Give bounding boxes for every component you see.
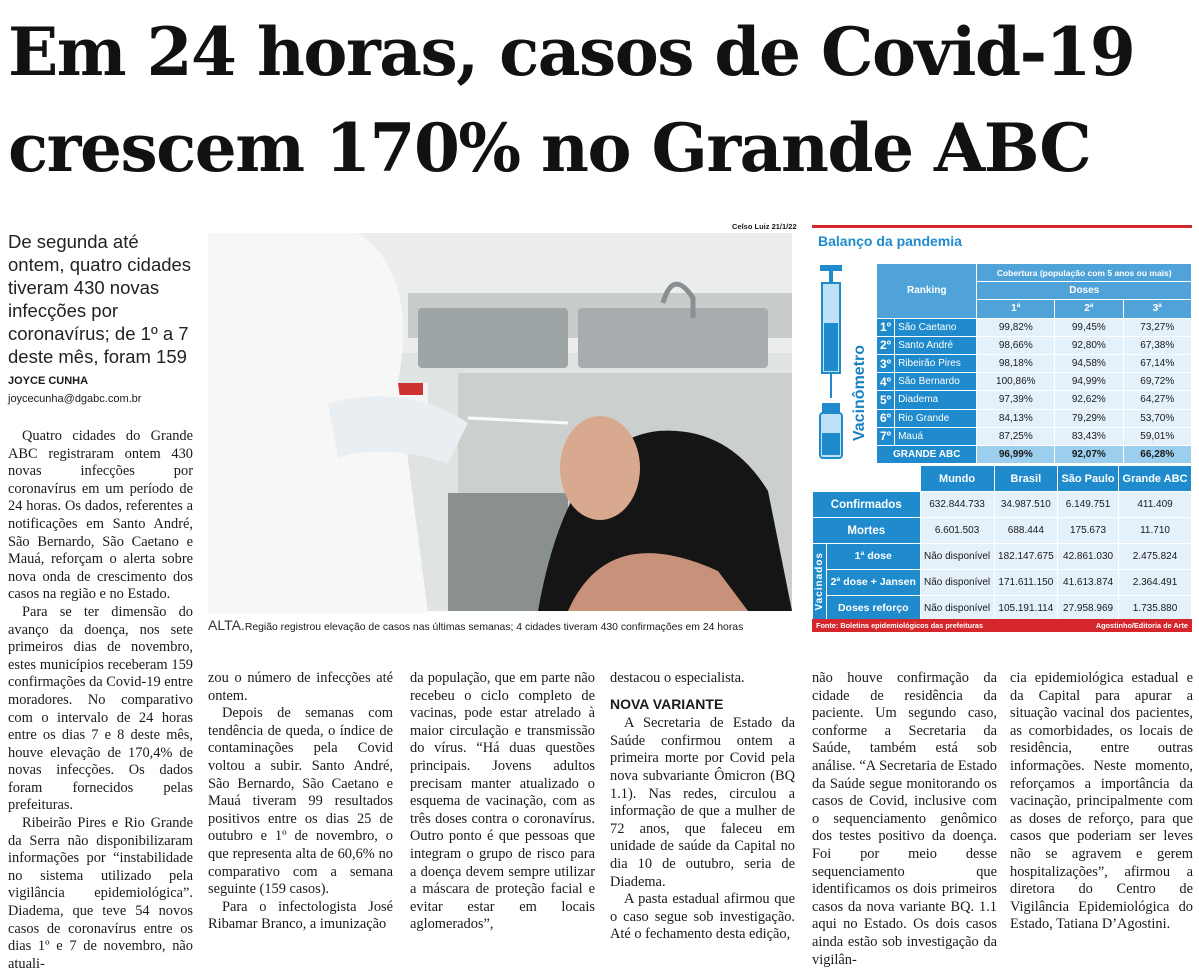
rank-position: 3º <box>877 354 895 372</box>
stats-value: 6.149.751 <box>1058 492 1119 518</box>
rank-dose-1: 84,13% <box>977 409 1055 427</box>
dose-col-2: 2ª <box>1055 300 1123 318</box>
rank-city: São Caetano <box>895 318 977 336</box>
vaccinated-value: 42.861.030 <box>1058 544 1119 570</box>
vaccinated-row <box>813 570 1192 596</box>
paragraph: cia epidemiológica estadual e da Capital para apurar a situação vacinal dos pacientes, as comorbidades, os locais de residência, entre outras informações. Neste momento, reforçamos a importância da vacinação, principalmente com as doses de reforço, para que casos que poderiam ser leves não se agravem e gerem hospitalizações”, afirmou a diretora do Centro de Vigilância Epidemiológica do Estado, Tatiana D’Agostini. <box>1010 670 1193 933</box>
vaccinated-row <box>813 544 1192 570</box>
vaccinated-row <box>813 596 1192 622</box>
rank-dose-1: 97,39% <box>977 391 1055 409</box>
rank-dose-3: 73,27% <box>1123 318 1191 336</box>
rank-dose-3: 69,72% <box>1123 373 1191 391</box>
rank-dose-1: 98,18% <box>977 354 1055 372</box>
vaccinated-value: Não disponível <box>920 570 994 596</box>
rank-dose-3: 64,27% <box>1123 391 1191 409</box>
vaccinated-value: 1.735.880 <box>1119 596 1192 622</box>
paragraph: não houve confirmação da cidade de residência da paciente. Um segundo caso, conforme a Secretaria da Saúde, também está sob análise. “A Secretaria de Estado da Saúde segue monitorando os casos de Covid, inclusive com o sequenciamento genômico dos testes positivo da doença. Foi por meio desse sequenciamento que identificamos os dois primeiros casos da nova variante BQ. 1.1 aqui no Estado. Os dois casos ainda estão sob investigação da vigilân- <box>812 670 997 968</box>
rank-dose-1: 99,82% <box>977 318 1055 336</box>
rank-dose-3: 67,38% <box>1123 336 1191 354</box>
total-label: GRANDE ABC <box>877 445 977 463</box>
rank-dose-3: 53,70% <box>1123 409 1191 427</box>
vaccinated-value: 105.191.114 <box>994 596 1057 622</box>
stats-value: 411.409 <box>1119 492 1192 518</box>
news-photo <box>208 233 792 611</box>
col-brasil: Brasil <box>994 466 1057 492</box>
paragraph: zou o número de infecções até ontem. <box>208 670 393 704</box>
rank-city: Santo André <box>895 336 977 354</box>
ranking-header: Ranking <box>877 264 977 319</box>
byline-email[interactable]: joycecunha@dgabc.com.br <box>8 393 142 405</box>
vaccinated-row-label: 1ª dose <box>827 544 921 570</box>
ranking-row <box>877 318 1192 336</box>
pandemic-stats-table <box>812 465 1192 622</box>
ranking-row <box>877 409 1192 427</box>
rank-city: São Bernardo <box>895 373 977 391</box>
doses-header: Doses <box>977 282 1192 300</box>
deck: De segunda até ontem, quatro cidades tiveram 430 novas infecções por coronavírus; de 1º a 7 deste mês, foram 159 <box>8 231 192 367</box>
rank-city: Rio Grande <box>895 409 977 427</box>
headline-line-1: Em 24 horas, casos de Covid-19 <box>8 13 1135 91</box>
paragraph: Para o infectologista José Ribamar Branco, a imunização <box>208 898 393 933</box>
stats-value: 6.601.503 <box>920 518 994 544</box>
art-credit: Agostinho/Editoria de Arte <box>1095 621 1188 630</box>
infobox-title: Balanço da pandemia <box>818 233 962 249</box>
rank-position: 5º <box>877 391 895 409</box>
rank-dose-2: 92,80% <box>1055 336 1123 354</box>
vaccine-ranking-table <box>876 263 1192 464</box>
vaccinated-value: 2.364.491 <box>1119 570 1192 596</box>
byline-author: JOYCE CUNHA <box>8 375 89 387</box>
dose-col-1: 1ª <box>977 300 1055 318</box>
ranking-row <box>877 373 1192 391</box>
col-grande-abc: Grande ABC <box>1119 466 1192 492</box>
rank-dose-1: 100,86% <box>977 373 1055 391</box>
rank-position: 6º <box>877 409 895 427</box>
rank-dose-2: 99,45% <box>1055 318 1123 336</box>
stats-value: 175.673 <box>1058 518 1119 544</box>
total-d2: 92,07% <box>1055 445 1123 463</box>
rank-position: 4º <box>877 373 895 391</box>
vaccinated-value: 2.475.824 <box>1119 544 1192 570</box>
stats-row <box>813 518 1192 544</box>
rank-city: Ribeirão Pires <box>895 354 977 372</box>
rank-dose-2: 92,62% <box>1055 391 1123 409</box>
ranking-row <box>877 354 1192 372</box>
stats-value: 632.844.733 <box>920 492 994 518</box>
article-column-5 <box>812 670 997 969</box>
stats-row-label: Confirmados <box>813 492 921 518</box>
rank-dose-2: 79,29% <box>1055 409 1123 427</box>
article-column-6 <box>1010 670 1193 934</box>
rank-position: 7º <box>877 427 895 445</box>
rank-dose-3: 67,14% <box>1123 354 1191 372</box>
article-column-1 <box>8 428 193 973</box>
infobox-footer <box>812 619 1192 632</box>
total-d3: 66,28% <box>1123 445 1191 463</box>
rank-city: Diadema <box>895 391 977 409</box>
headline-line-2: crescem 170% no Grande ABC <box>8 109 1091 187</box>
vaccinated-value: 27.958.969 <box>1058 596 1119 622</box>
stats-value: 11.710 <box>1119 518 1192 544</box>
vacinados-text: Vacinados <box>814 551 825 611</box>
paragraph: A Secretaria de Estado da Saúde confirmou ontem a primeira morte por Covid pela nova subvariante Ômicron (BQ 1.1). Nas redes, circulou a informação de que a mulher de 72 anos, que faleceu em unidade de saúde da Capital no dia 10 de outubro, seria de Diadema. <box>610 715 795 890</box>
syringe-icon <box>816 263 850 463</box>
total-row <box>877 445 1192 463</box>
photo-credit: Celso Luiz 21/1/22 <box>732 222 797 231</box>
article-column-4 <box>610 670 795 944</box>
photo-caption <box>208 617 798 633</box>
paragraph: A pasta estadual afirmou que o caso segue sob investigação. Até o fechamento desta edição, <box>610 891 795 943</box>
rank-dose-3: 59,01% <box>1123 427 1191 445</box>
infobox-top-rule <box>812 225 1192 228</box>
paragraph: Para se ter dimensão do avanço da doença, nos sete primeiros dias de novembro, estes municípios receberam 159 confirmações da Covid-19 entre moradores. No comparativo com o intervalo de 24 horas entre os dias 7 e 8 deste mês, houve elevação de 170,4% de novas infecções. Os dados foram fornecidos pelas prefeituras. <box>8 603 194 814</box>
vaccinated-value: 182.147.675 <box>994 544 1057 570</box>
headline <box>8 4 1193 196</box>
dose-col-3: 3ª <box>1123 300 1191 318</box>
rank-position: 1º <box>877 318 895 336</box>
vaccinated-row-label: 2ª dose + Jansen <box>827 570 921 596</box>
ranking-row <box>877 336 1192 354</box>
coverage-header: Cobertura (população com 5 anos ou mais) <box>977 264 1192 282</box>
rank-dose-1: 98,66% <box>977 336 1055 354</box>
caption-text: Região registrou elevação de casos nas últimas semanas; 4 cidades tiveram 430 confirmações em 24 horas <box>244 622 744 633</box>
paragraph: Ribeirão Pires e Rio Grande da Serra não disponibilizaram informações por “instabilidade no sistema utilizado pela vigilância epidemiológica”. Diadema, que teve 54 novos casos de coronavírus entre os dias 1º e 7 de novembro, não atuali- <box>8 815 193 972</box>
article-column-2 <box>208 670 393 934</box>
article-column-3 <box>410 670 595 934</box>
paragraph: destacou o especialista. <box>610 670 745 686</box>
rank-dose-2: 83,43% <box>1055 427 1123 445</box>
stats-value: 688.444 <box>994 518 1057 544</box>
ranking-row <box>877 427 1192 445</box>
vaccinated-value: 171.611.150 <box>994 570 1057 596</box>
col-mundo: Mundo <box>920 466 994 492</box>
rank-dose-2: 94,99% <box>1055 373 1123 391</box>
vaccinated-row-label: Doses reforço <box>827 596 921 622</box>
total-d1: 96,99% <box>977 445 1055 463</box>
stats-value: 34.987.510 <box>994 492 1057 518</box>
source-note: Fonte: Boletins epidemiológicos das prefeituras <box>816 621 984 630</box>
vacinometro-label: Vacinômetro <box>851 344 868 442</box>
vaccinated-value: Não disponível <box>920 596 994 622</box>
rank-dose-2: 94,58% <box>1055 354 1123 372</box>
stats-row <box>813 492 1192 518</box>
stats-row-label: Mortes <box>813 518 921 544</box>
rank-dose-1: 87,25% <box>977 427 1055 445</box>
subhead-nova-variante: NOVA VARIANTE <box>610 695 724 712</box>
vaccinated-value: 41.613.874 <box>1058 570 1119 596</box>
ranking-row <box>877 391 1192 409</box>
rank-position: 2º <box>877 336 895 354</box>
vacinados-side-label <box>813 544 827 622</box>
paragraph: da população, que em parte não recebeu o ciclo completo de vacinas, pode estar atrelado à maior circulação e transmissão do vírus. “Há duas questões principais. Jovens adultos precisam manter atualizado o esquema de vacinação, com as três doses contra o coronavírus. Outro ponto é que pessoas que integram o grupo de risco para a doença devem sempre utilizar a máscara de proteção facial e evitar estar em locais aglomerados”, <box>410 670 595 933</box>
col-sao-paulo: São Paulo <box>1058 466 1119 492</box>
paragraph: Quatro cidades do Grande ABC registraram ontem 430 novas infecções por coronavírus em um período de 24 horas. Os dados, referentes a notificações em Santo André, São Bernardo, São Caetano e Mauá, reforçam o alerta sobre nova onda de crescimento dos casos na região e no Estado. <box>8 428 193 603</box>
paragraph: Depois de semanas com tendência de queda, o índice de contaminações pela Covid voltou a subir. Santo André, São Bernardo, São Caetano e Mauá tiveram 99 resultados positivos entre os dias 25 de outubro e 1º de novembro, o que representa alta de 60,6% no comparativo com a semana seguinte (159 casos). <box>208 705 393 898</box>
caption-lead: ALTA. <box>208 617 245 633</box>
empty-corner <box>813 466 921 492</box>
rank-city: Mauá <box>895 427 977 445</box>
swab-test-photo <box>208 233 792 611</box>
pandemic-infobox <box>812 225 1192 632</box>
vaccinated-value: Não disponível <box>920 544 994 570</box>
